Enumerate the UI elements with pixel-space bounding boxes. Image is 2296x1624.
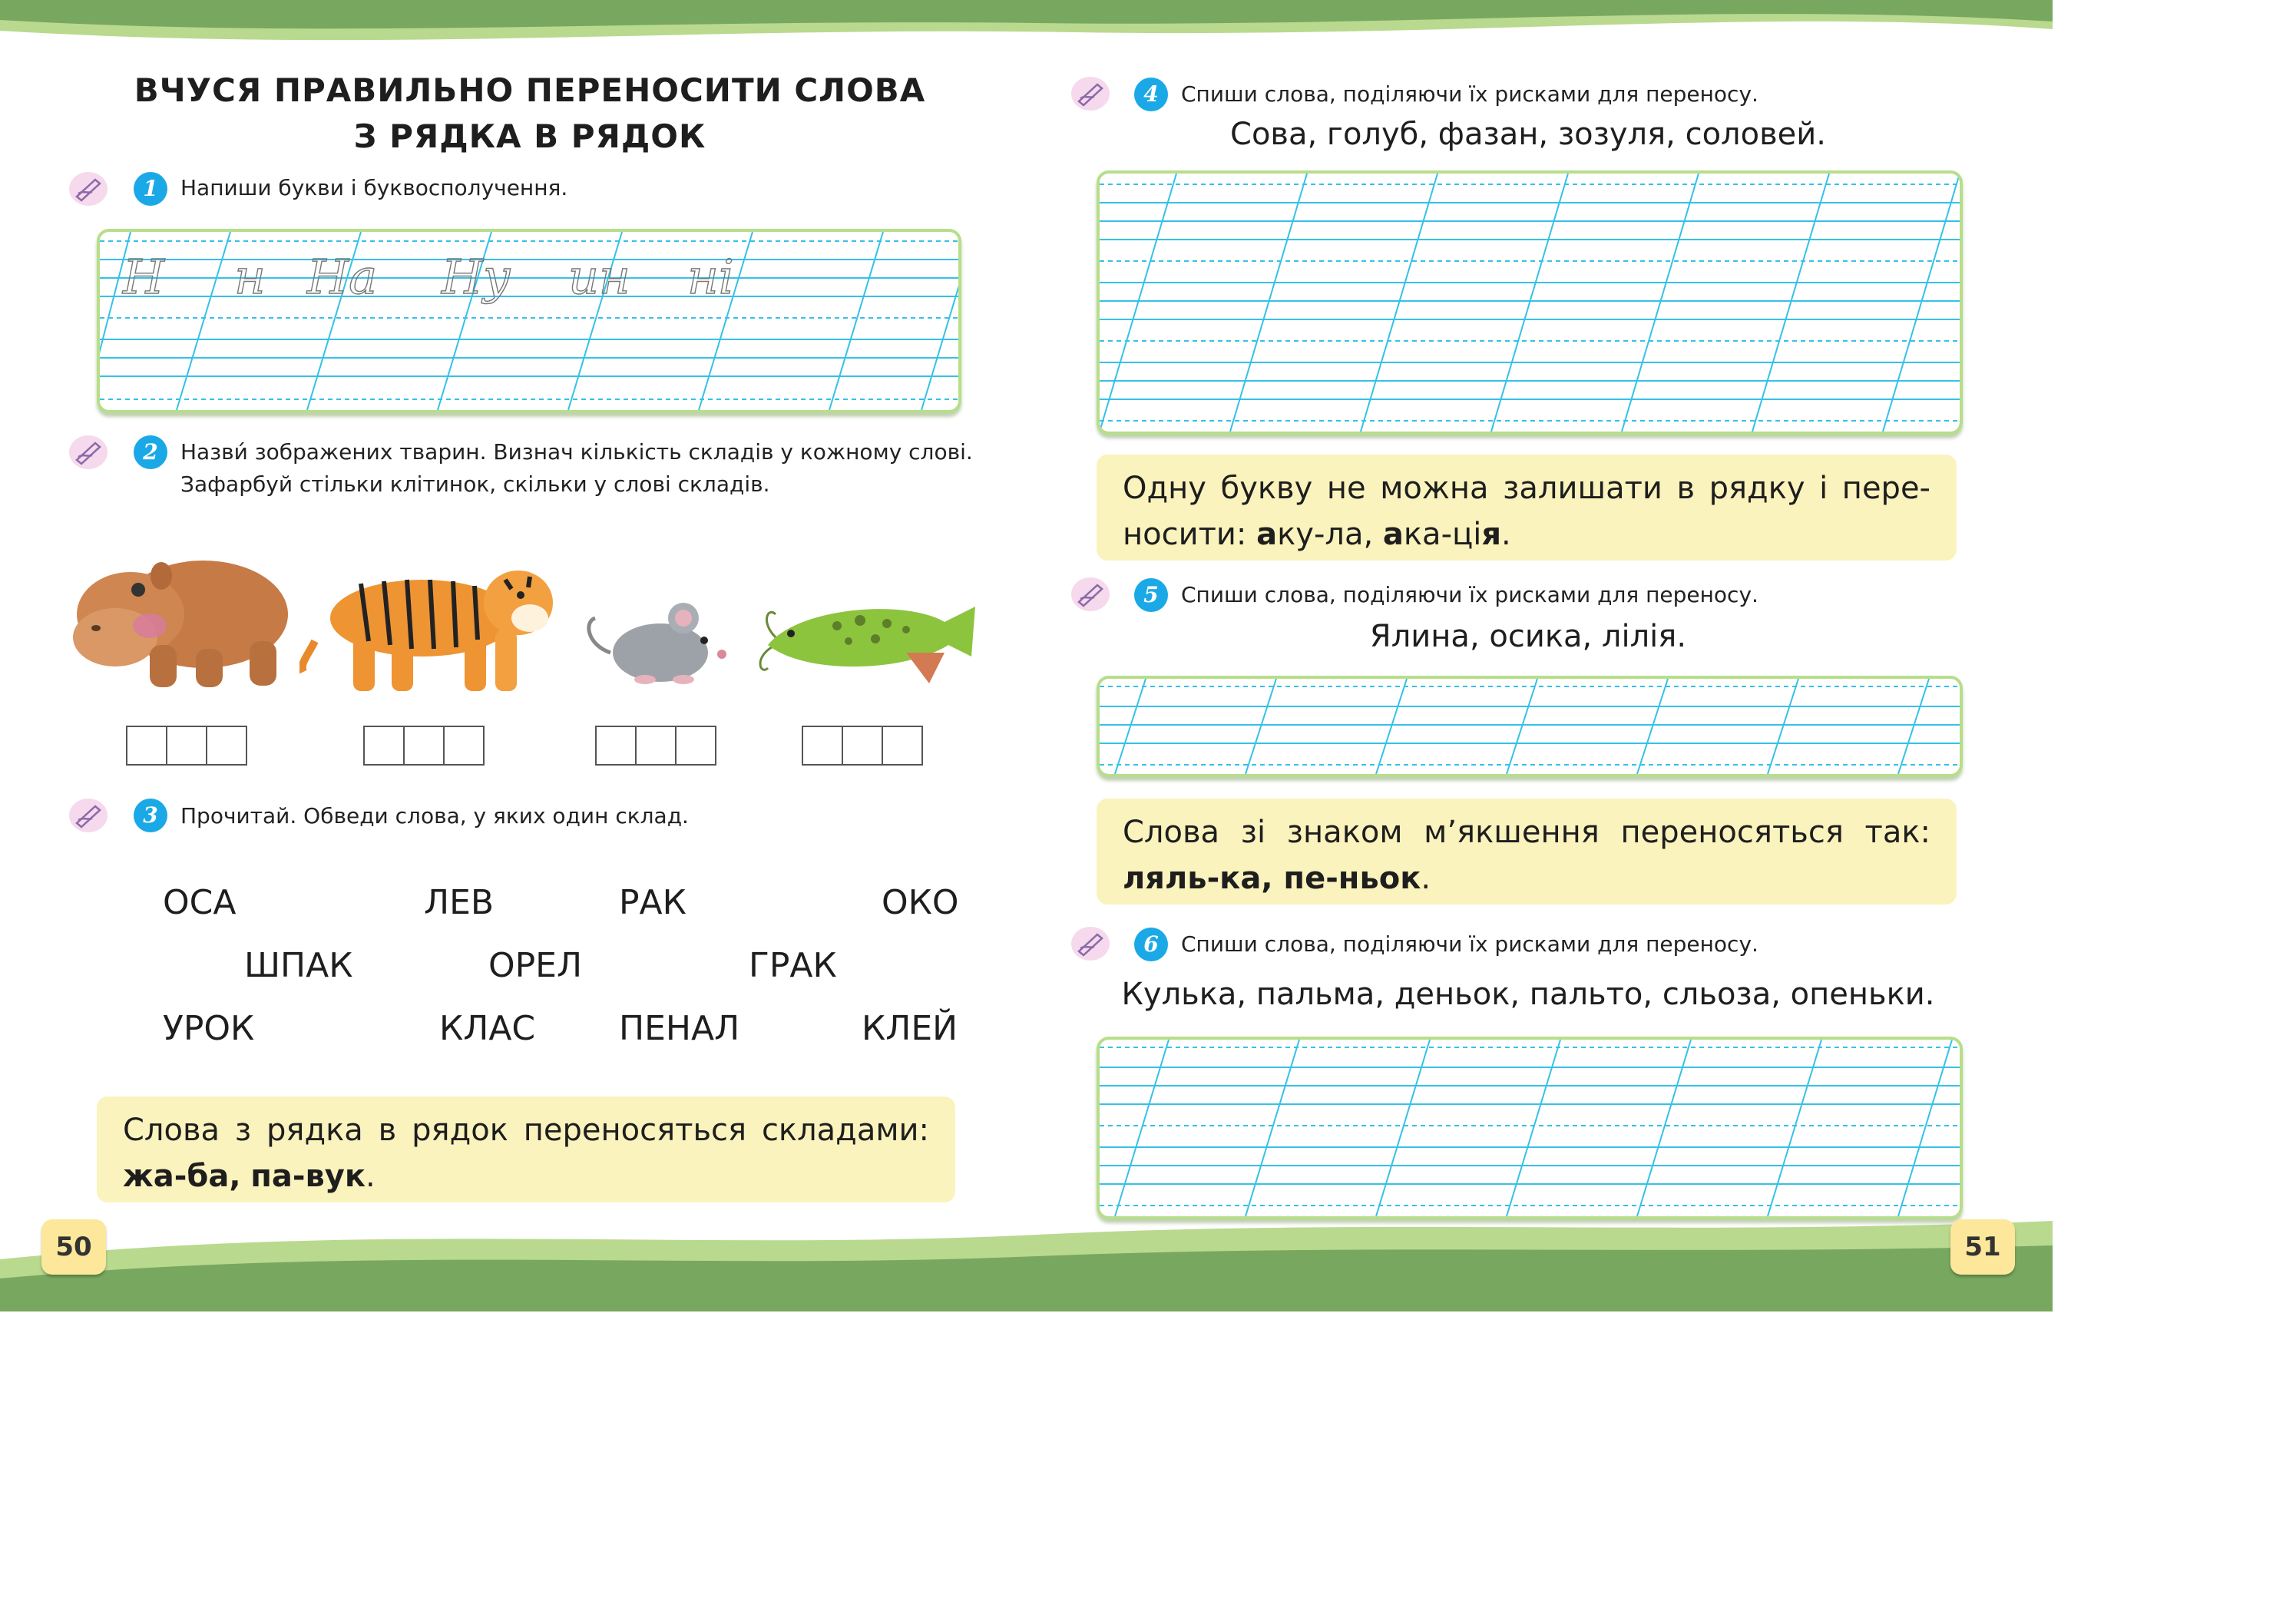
page-number-left: 50 <box>41 1219 106 1275</box>
syllable-cell[interactable] <box>403 726 445 766</box>
rule2-end: . <box>1421 861 1431 896</box>
syllable-cells[interactable] <box>803 726 923 766</box>
word-item[interactable]: КЛАС <box>439 1009 536 1048</box>
pencil-hand-icon <box>1070 925 1111 962</box>
syllable-cell[interactable] <box>635 726 677 766</box>
word-item[interactable]: ПЕНАЛ <box>619 1009 740 1048</box>
mouse-image <box>580 591 733 687</box>
pencil-hand-icon <box>1070 576 1111 613</box>
rule-text: Слова з рядка в рядок переносяться складами: <box>123 1113 929 1148</box>
page-title-line2: З РЯДКА В РЯДОК <box>353 117 706 155</box>
word-item[interactable]: ШПАК <box>244 946 353 985</box>
rule-examples <box>123 1153 929 1199</box>
task1-instruction: Напиши букви і буквосполучення. <box>180 175 568 200</box>
pencil-hand-icon <box>68 797 109 834</box>
handwriting-lines <box>1100 1040 1960 1216</box>
rule-example-1: жа-ба, <box>123 1159 241 1194</box>
task-number-badge: 5 <box>1134 578 1168 612</box>
task-number-badge: 2 <box>134 435 167 469</box>
rule-end: . <box>366 1159 375 1194</box>
task5-sentence: Ялина, осика, лілія. <box>1369 619 1687 654</box>
rule1-rest1: ку-ла, <box>1277 517 1383 552</box>
rule1-rest2: ка-ці <box>1403 517 1482 552</box>
handwriting-box-4[interactable] <box>1097 170 1963 435</box>
handwriting-lines <box>100 232 958 410</box>
sample-letter-4: Ну <box>442 249 511 305</box>
syllable-cell[interactable] <box>166 726 207 766</box>
rule1-bold-a2: а <box>1382 517 1404 552</box>
tiger-image <box>299 549 561 695</box>
word-item[interactable]: ГРАК <box>749 946 837 985</box>
word-item[interactable]: ОРЕЛ <box>488 946 583 985</box>
page-title-line1: ВЧУСЯ ПРАВИЛЬНО ПЕРЕНОСИТИ СЛОВА <box>134 71 926 109</box>
sample-letter-1: Н <box>123 249 165 305</box>
rule2-line2 <box>1123 855 1930 901</box>
task6-instruction: Спиши слова, поділяючи їх рисками для переносу. <box>1181 931 1758 957</box>
task2-instruction-line1: Назви́ зображених тварин. Визнач кількість складів у кожному слові. <box>180 439 973 465</box>
rule-example-2: па-вук <box>250 1159 366 1194</box>
syllable-cell[interactable] <box>842 726 883 766</box>
task4-instruction: Спиши слова, поділяючи їх рисками для переносу. <box>1181 81 1758 107</box>
page-title <box>108 68 952 160</box>
rule1-line1: Одну букву не можна залишати в рядку і пере- <box>1123 471 1930 506</box>
sample-letter-5: ин <box>568 249 630 305</box>
word-item[interactable]: ЛЕВ <box>424 883 495 922</box>
rule-box-right-2 <box>1097 799 1957 905</box>
word-item[interactable]: ОКО <box>882 883 959 922</box>
rule1-line2 <box>1123 511 1930 557</box>
syllable-cell[interactable] <box>595 726 637 766</box>
rule1-prefix: носити: <box>1123 517 1257 552</box>
sample-letter-3: На <box>307 249 378 305</box>
task-number-badge: 6 <box>1134 928 1168 961</box>
task-number-badge: 1 <box>134 172 167 206</box>
rule1-bold-ya: я <box>1481 517 1502 552</box>
task6-sentence: Кулька, пальма, деньок, пальто, сльоза, опеньки. <box>1121 977 1935 1012</box>
task-number-badge: 3 <box>134 799 167 832</box>
syllable-cells[interactable] <box>127 726 247 766</box>
task-number-badge: 4 <box>1134 78 1168 111</box>
bottom-wave-decoration <box>0 1206 2053 1311</box>
word-item[interactable]: РАК <box>619 883 686 922</box>
pencil-hand-icon <box>68 170 109 207</box>
handwriting-box-6[interactable] <box>1097 1037 1963 1219</box>
rule2-example: ляль-ка, пе-ньок <box>1123 861 1421 896</box>
syllable-cell[interactable] <box>363 726 405 766</box>
syllable-cells[interactable] <box>365 726 485 766</box>
handwriting-box-5[interactable] <box>1097 676 1963 777</box>
syllable-cell[interactable] <box>206 726 247 766</box>
task5-instruction: Спиши слова, поділяючи їх рисками для переносу. <box>1181 582 1758 607</box>
word-item[interactable]: КЛЕЙ <box>862 1009 958 1048</box>
handwriting-lines <box>1100 679 1960 774</box>
word-item[interactable]: ОСА <box>163 883 237 922</box>
rule-box-right-1 <box>1097 455 1957 561</box>
sample-letter-6: ні <box>687 249 734 305</box>
task4-sentence: Сова, голуб, фазан, зозуля, соловей. <box>1230 117 1826 152</box>
handwriting-lines <box>1100 174 1960 432</box>
task2-instruction-line2: Зафарбуй стільки клітинок, скільки у слові складів. <box>180 471 770 497</box>
word-item[interactable]: УРОК <box>163 1009 255 1048</box>
task3-instruction: Прочитай. Обведи слова, у яких один склад. <box>180 803 689 829</box>
syllable-cell[interactable] <box>443 726 485 766</box>
syllable-cell[interactable] <box>126 726 167 766</box>
catfish-image <box>753 584 979 695</box>
syllable-cell[interactable] <box>882 726 923 766</box>
page-number-right: 51 <box>1950 1219 2015 1275</box>
handwriting-box-1[interactable] <box>97 229 961 413</box>
rule1-bold-a1: а <box>1256 517 1278 552</box>
syllable-cell[interactable] <box>675 726 716 766</box>
syllable-cell[interactable] <box>802 726 843 766</box>
pencil-hand-icon <box>1070 75 1111 112</box>
pencil-hand-icon <box>68 434 109 471</box>
sample-letter-2: н <box>234 249 266 305</box>
rule-box-left <box>97 1096 955 1202</box>
syllable-cells[interactable] <box>597 726 716 766</box>
rule1-end: . <box>1501 517 1511 552</box>
rule2-line1: Слова зі знаком м’якшення переносяться так: <box>1123 815 1930 850</box>
hippo-image <box>73 530 296 691</box>
